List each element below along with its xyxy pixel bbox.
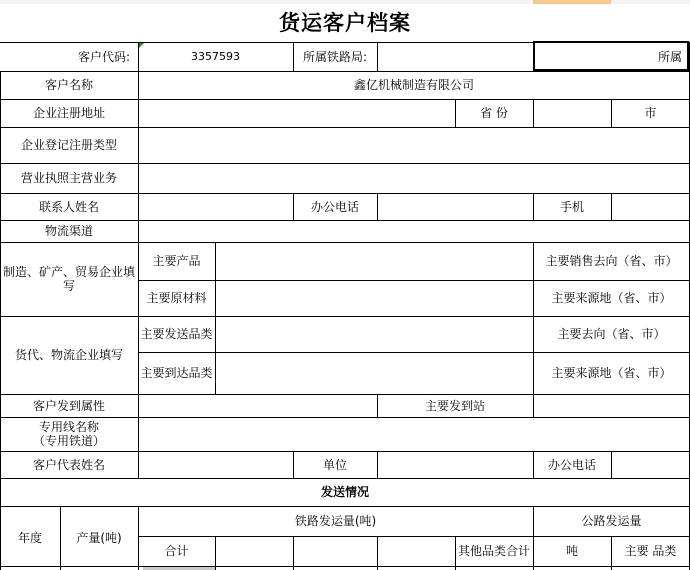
main-source-label-1: 主要来源地（省、市）	[551, 291, 672, 305]
grid-line	[138, 536, 690, 537]
main-sales-direction-label: 主要销售去向（省、市）	[545, 254, 678, 268]
grid-line	[138, 352, 690, 353]
grid-line	[533, 193, 534, 220]
grid-line	[0, 394, 690, 395]
grid-line	[293, 42, 294, 71]
grid-line	[0, 220, 690, 221]
reg-type-label: 企业登记注册类型	[20, 138, 117, 152]
grid-line	[0, 42, 690, 43]
grid-line	[0, 163, 690, 164]
grid-line	[377, 536, 378, 570]
grid-line	[0, 316, 690, 317]
office-phone-label-2: 办公电话	[547, 457, 596, 472]
railway-bureau-value[interactable]	[377, 43, 533, 71]
grid-line	[0, 193, 690, 194]
grid-line	[0, 71, 690, 72]
grid-line	[0, 478, 690, 479]
private-line-label: 专用线名称 （专用铁道）	[32, 420, 105, 448]
grid-line	[377, 394, 378, 417]
grid-line	[293, 451, 294, 478]
main-inbound-label: 主要到达品类	[140, 366, 213, 380]
grid-line	[611, 193, 612, 220]
total-label: 合计	[164, 544, 189, 558]
manufacturing-label: 制造、矿产、贸易企业填写	[2, 265, 135, 293]
main-raw-material-label: 主要原材料	[146, 291, 207, 305]
grid-line	[533, 394, 534, 417]
grid-line	[455, 536, 456, 570]
main-outbound-label: 主要发送品类	[140, 327, 213, 341]
other-categories-label: 其他品类合计	[457, 544, 530, 558]
grid-line	[611, 451, 612, 478]
grid-line	[377, 193, 378, 220]
grid-line	[533, 242, 534, 394]
grid-line	[0, 99, 690, 100]
grid-line	[60, 506, 61, 570]
grid-line	[533, 99, 534, 127]
license-business-label: 营业执照主营业务	[20, 171, 117, 185]
grid-line	[0, 71, 1, 570]
customer-name-label: 客户名称	[44, 78, 93, 92]
customer-code-label: 客户代码:	[77, 50, 130, 64]
main-station-label: 主要发到站	[424, 398, 485, 413]
rail-volume-label: 铁路发运量(吨)	[294, 514, 377, 528]
grid-line	[293, 536, 294, 570]
main-category-label: 主要 品类	[624, 544, 677, 558]
shipping-section-title: 发送情况	[320, 485, 369, 499]
railway-bureau-label: 所属铁路局:	[302, 50, 368, 64]
grid-line	[0, 566, 690, 567]
grid-line	[138, 506, 139, 570]
grid-line	[215, 536, 216, 570]
ship-arrival-attr-label: 客户发到属性	[32, 398, 105, 413]
grid-line	[0, 127, 690, 128]
city-label: 市	[644, 106, 657, 120]
grid-line	[138, 71, 139, 478]
grid-line	[293, 193, 294, 220]
main-products-label: 主要产品	[152, 254, 201, 268]
forwarder-label: 货代、物流企业填写	[14, 348, 123, 362]
grid-line	[0, 451, 690, 452]
representative-label: 客户代表姓名	[32, 457, 105, 472]
belongs-label: 所属	[657, 50, 682, 64]
grid-line	[611, 99, 612, 127]
grid-line	[0, 506, 690, 507]
grid-line	[215, 242, 216, 394]
province-label: 省 份	[480, 106, 508, 120]
customer-name-value[interactable]: 鑫亿机械制造有限公司	[353, 78, 474, 92]
year-label: 年度	[17, 531, 42, 545]
page-title: 货运客户档案	[279, 10, 411, 35]
ton-label: 吨	[565, 544, 578, 558]
grid-line	[138, 280, 690, 281]
unit-label: 单位	[322, 457, 347, 472]
main-direction-label: 主要去向（省、市）	[557, 327, 666, 341]
grid-line	[0, 242, 690, 243]
grid-line	[611, 536, 612, 570]
customer-code-value[interactable]: 3357593	[191, 50, 240, 63]
grid-line	[455, 99, 456, 127]
grid-line	[533, 506, 534, 570]
output-label: 产量(吨)	[76, 531, 122, 545]
mobile-label: 手机	[559, 199, 584, 214]
reg-address-label: 企业注册地址	[32, 106, 105, 120]
grid-line	[377, 451, 378, 478]
grid-line	[377, 42, 378, 71]
grid-line	[533, 451, 534, 478]
road-volume-label: 公路发运量	[581, 514, 642, 528]
logistics-channel-label: 物流渠道	[44, 224, 93, 238]
office-phone-label: 办公电话	[310, 199, 359, 214]
grid-line	[0, 417, 690, 418]
contact-name-label: 联系人姓名	[38, 199, 99, 214]
grid-line	[138, 42, 139, 71]
main-source-label-2: 主要来源地（省、市）	[551, 366, 672, 380]
